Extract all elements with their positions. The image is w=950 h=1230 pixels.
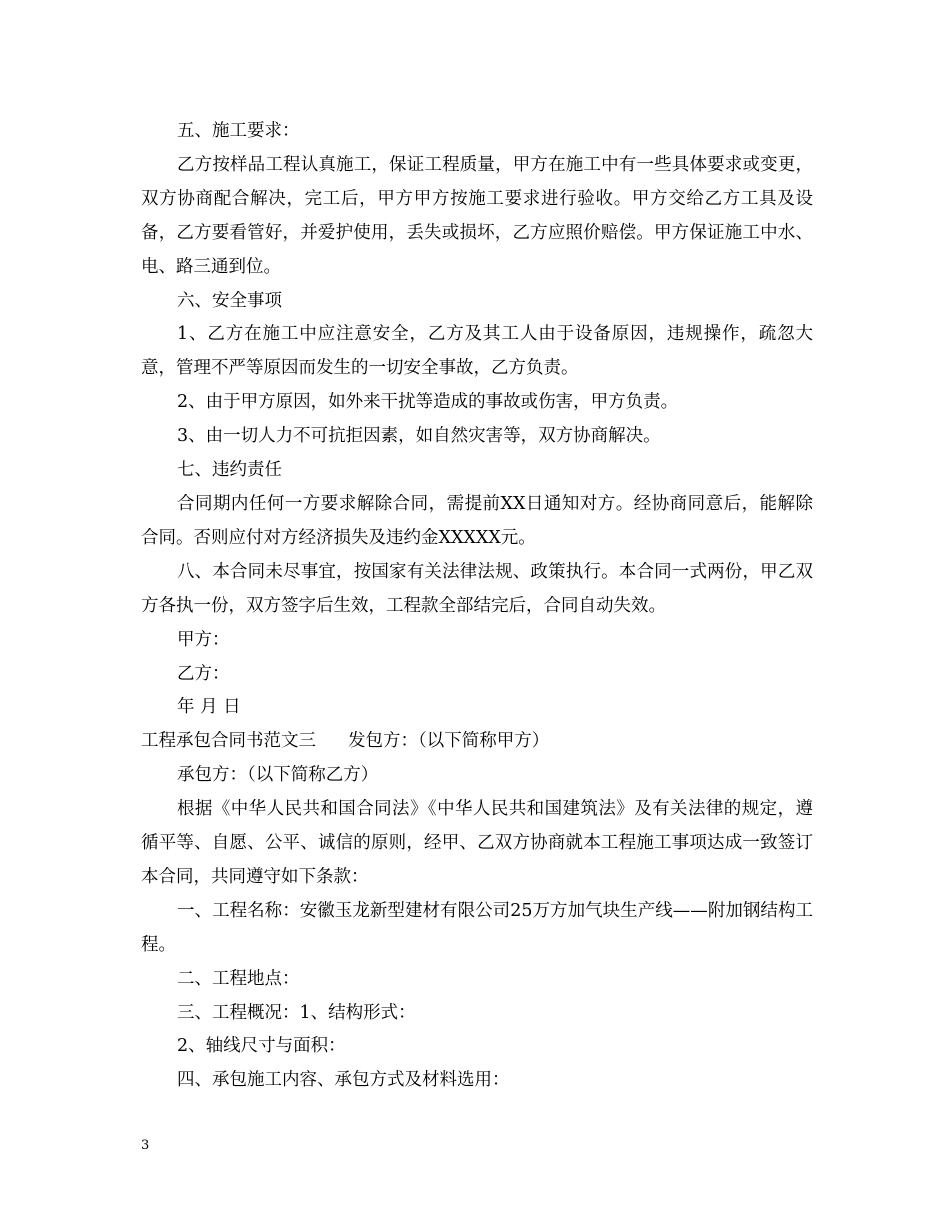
document-body [141,115,813,1098]
contract-title: 工程承包合同书范文三 [141,731,316,752]
paragraph: 3、由一切人力不可抗拒因素，如自然灾害等，双方协商解决。 [177,426,661,447]
paragraph: 合同期内任何一方要求解除合同，需提前XX日通知对方。经协商同意后，能解除合同。否则应付对方经济损失及违约金XXXXX元。 [141,493,813,548]
paragraph: 承包方：（以下简称乙方） [177,765,379,786]
contract-title-line [141,725,813,759]
paragraph: 七、违约责任 [177,460,282,481]
paragraph: 乙方按样品工程认真施工，保证工程质量，甲方在施工中有一些具体要求或变更，双方协商配合解决，完工后，甲方甲方按施工要求进行验收。甲方交给乙方工具及设备，乙方要看管好，并爱护使用，丢失或损坏，乙方应照价赔偿。甲方保证施工中水、电、路三通到位。 [141,154,813,277]
paragraph: 二、工程地点： [177,968,300,989]
paragraph: 一、工程名称：安徽玉龙新型建材有限公司25万方加气块生产线——附加钢结构工程。 [141,900,813,955]
signature-party-a: 甲方： [177,629,230,650]
paragraph: 五、施工要求： [177,121,300,141]
paragraph: 四、承包施工内容、承包方式及材料选用： [177,1070,510,1091]
paragraph: 根据《中华人民共和国合同法》《中华人民共和国建筑法》及有关法律的规定，遵循平等、自愿、公平、诚信的原则，经甲、乙双方协商就本工程施工事项达成一致签订本合同，共同遵守如下条款： [141,799,813,887]
paragraph: 1、乙方在施工中应注意安全，乙方及其工人由于设备原因，违规操作，疏忽大意，管理不严等原因而发生的一切安全事故，乙方负责。 [141,324,813,379]
party-a-line: 发包方：（以下简称甲方） [348,731,550,752]
paragraph: 三、工程概况：1、结构形式： [177,1002,416,1023]
paragraph: 2、轴线尺寸与面积： [177,1036,346,1057]
paragraph: 六、安全事项 [177,290,282,311]
signature-party-b: 乙方： [177,663,230,684]
page-number: 3 [141,1138,150,1153]
paragraph: 八、本合同未尽事宜，按国家有关法律法规、政策执行。本合同一式两份，甲乙双方各执一份，双方签字后生效，工程款全部结完后，合同自动失效。 [141,561,813,616]
paragraph: 2、由于甲方原因，如外来干扰等造成的事故或伤害，甲方负责。 [177,392,679,413]
signature-date: 年 月 日 [177,697,241,718]
